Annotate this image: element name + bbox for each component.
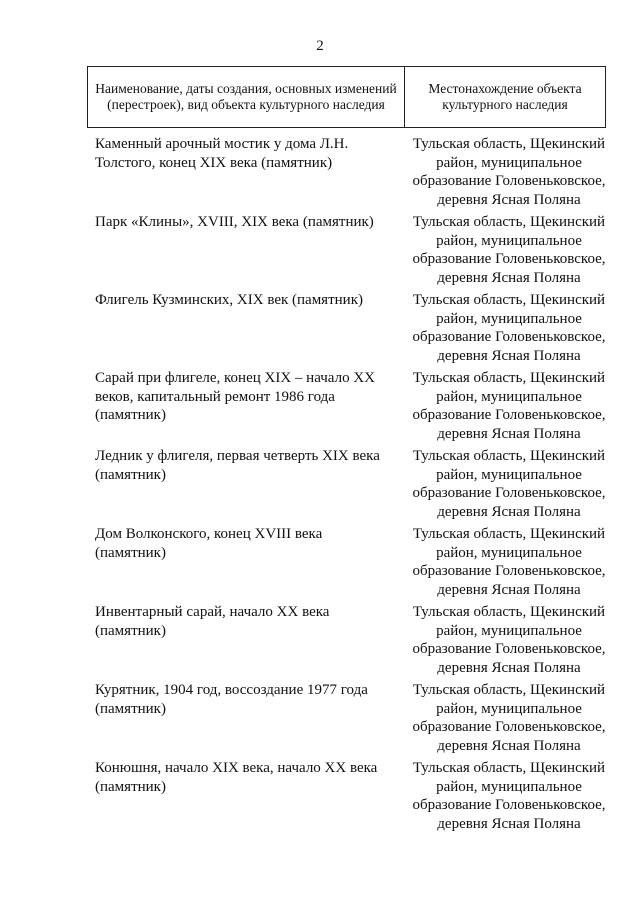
object-location: Тульская область, Щекинский район, муниципальное образование Головеньковское, деревня Ясная Поляна (412, 760, 606, 832)
table-row (0, 291, 640, 369)
table-row (0, 681, 640, 759)
object-location: Тульская область, Щекинский район, муниципальное образование Головеньковское, деревня Ясная Поляна (412, 604, 606, 676)
object-name: Каменный арочный мостик у дома Л.Н. Толстого, конец XIX века (памятник) (95, 136, 349, 171)
object-name: Парк «Клины», XVIII, XIX века (памятник) (95, 214, 374, 230)
object-name: Инвентарный сарай, начало XX века (памятник) (95, 604, 330, 639)
object-location: Тульская область, Щекинский район, муниципальное образование Головеньковское, деревня Ясная Поляна (412, 682, 606, 754)
column-header-name: Наименование, даты создания, основных изменений (перестроек), вид объекта культурного наследия (88, 67, 405, 127)
table-row (0, 447, 640, 525)
object-name: Ледник у флигеля, первая четверть XIX века (памятник) (95, 448, 380, 483)
object-name: Курятник, 1904 год, воссоздание 1977 года (памятник) (95, 682, 368, 717)
object-location: Тульская область, Щекинский район, муниципальное образование Головеньковское, деревня Ясная Поляна (412, 292, 606, 364)
table-row (0, 135, 640, 213)
object-name: Конюшня, начало XIX века, начало XX века (памятник) (95, 760, 378, 795)
column-header-location: Местонахождение объекта культурного наследия (428, 81, 582, 112)
table-row (0, 603, 640, 681)
table-header (87, 66, 606, 128)
table-row (0, 213, 640, 291)
table-row (0, 759, 640, 837)
table-row (0, 369, 640, 447)
object-location: Тульская область, Щекинский район, муниципальное образование Головеньковское, деревня Ясная Поляна (412, 370, 606, 442)
object-name: Дом Волконского, конец XVIII века (памятник) (95, 526, 323, 561)
page-number: 2 (316, 38, 324, 54)
object-location: Тульская область, Щекинский район, муниципальное образование Головеньковское, деревня Ясная Поляна (412, 214, 606, 286)
table-row (0, 525, 640, 603)
object-location: Тульская область, Щекинский район, муниципальное образование Головеньковское, деревня Ясная Поляна (412, 526, 606, 598)
object-name: Сарай при флигеле, конец XIX – начало XX веков, капитальный ремонт 1986 года (памятник) (95, 370, 375, 423)
object-location: Тульская область, Щекинский район, муниципальное образование Головеньковское, деревня Ясная Поляна (412, 448, 606, 520)
object-name: Флигель Кузминских, XIX век (памятник) (95, 292, 363, 308)
object-location: Тульская область, Щекинский район, муниципальное образование Головеньковское, деревня Ясная Поляна (412, 136, 606, 208)
